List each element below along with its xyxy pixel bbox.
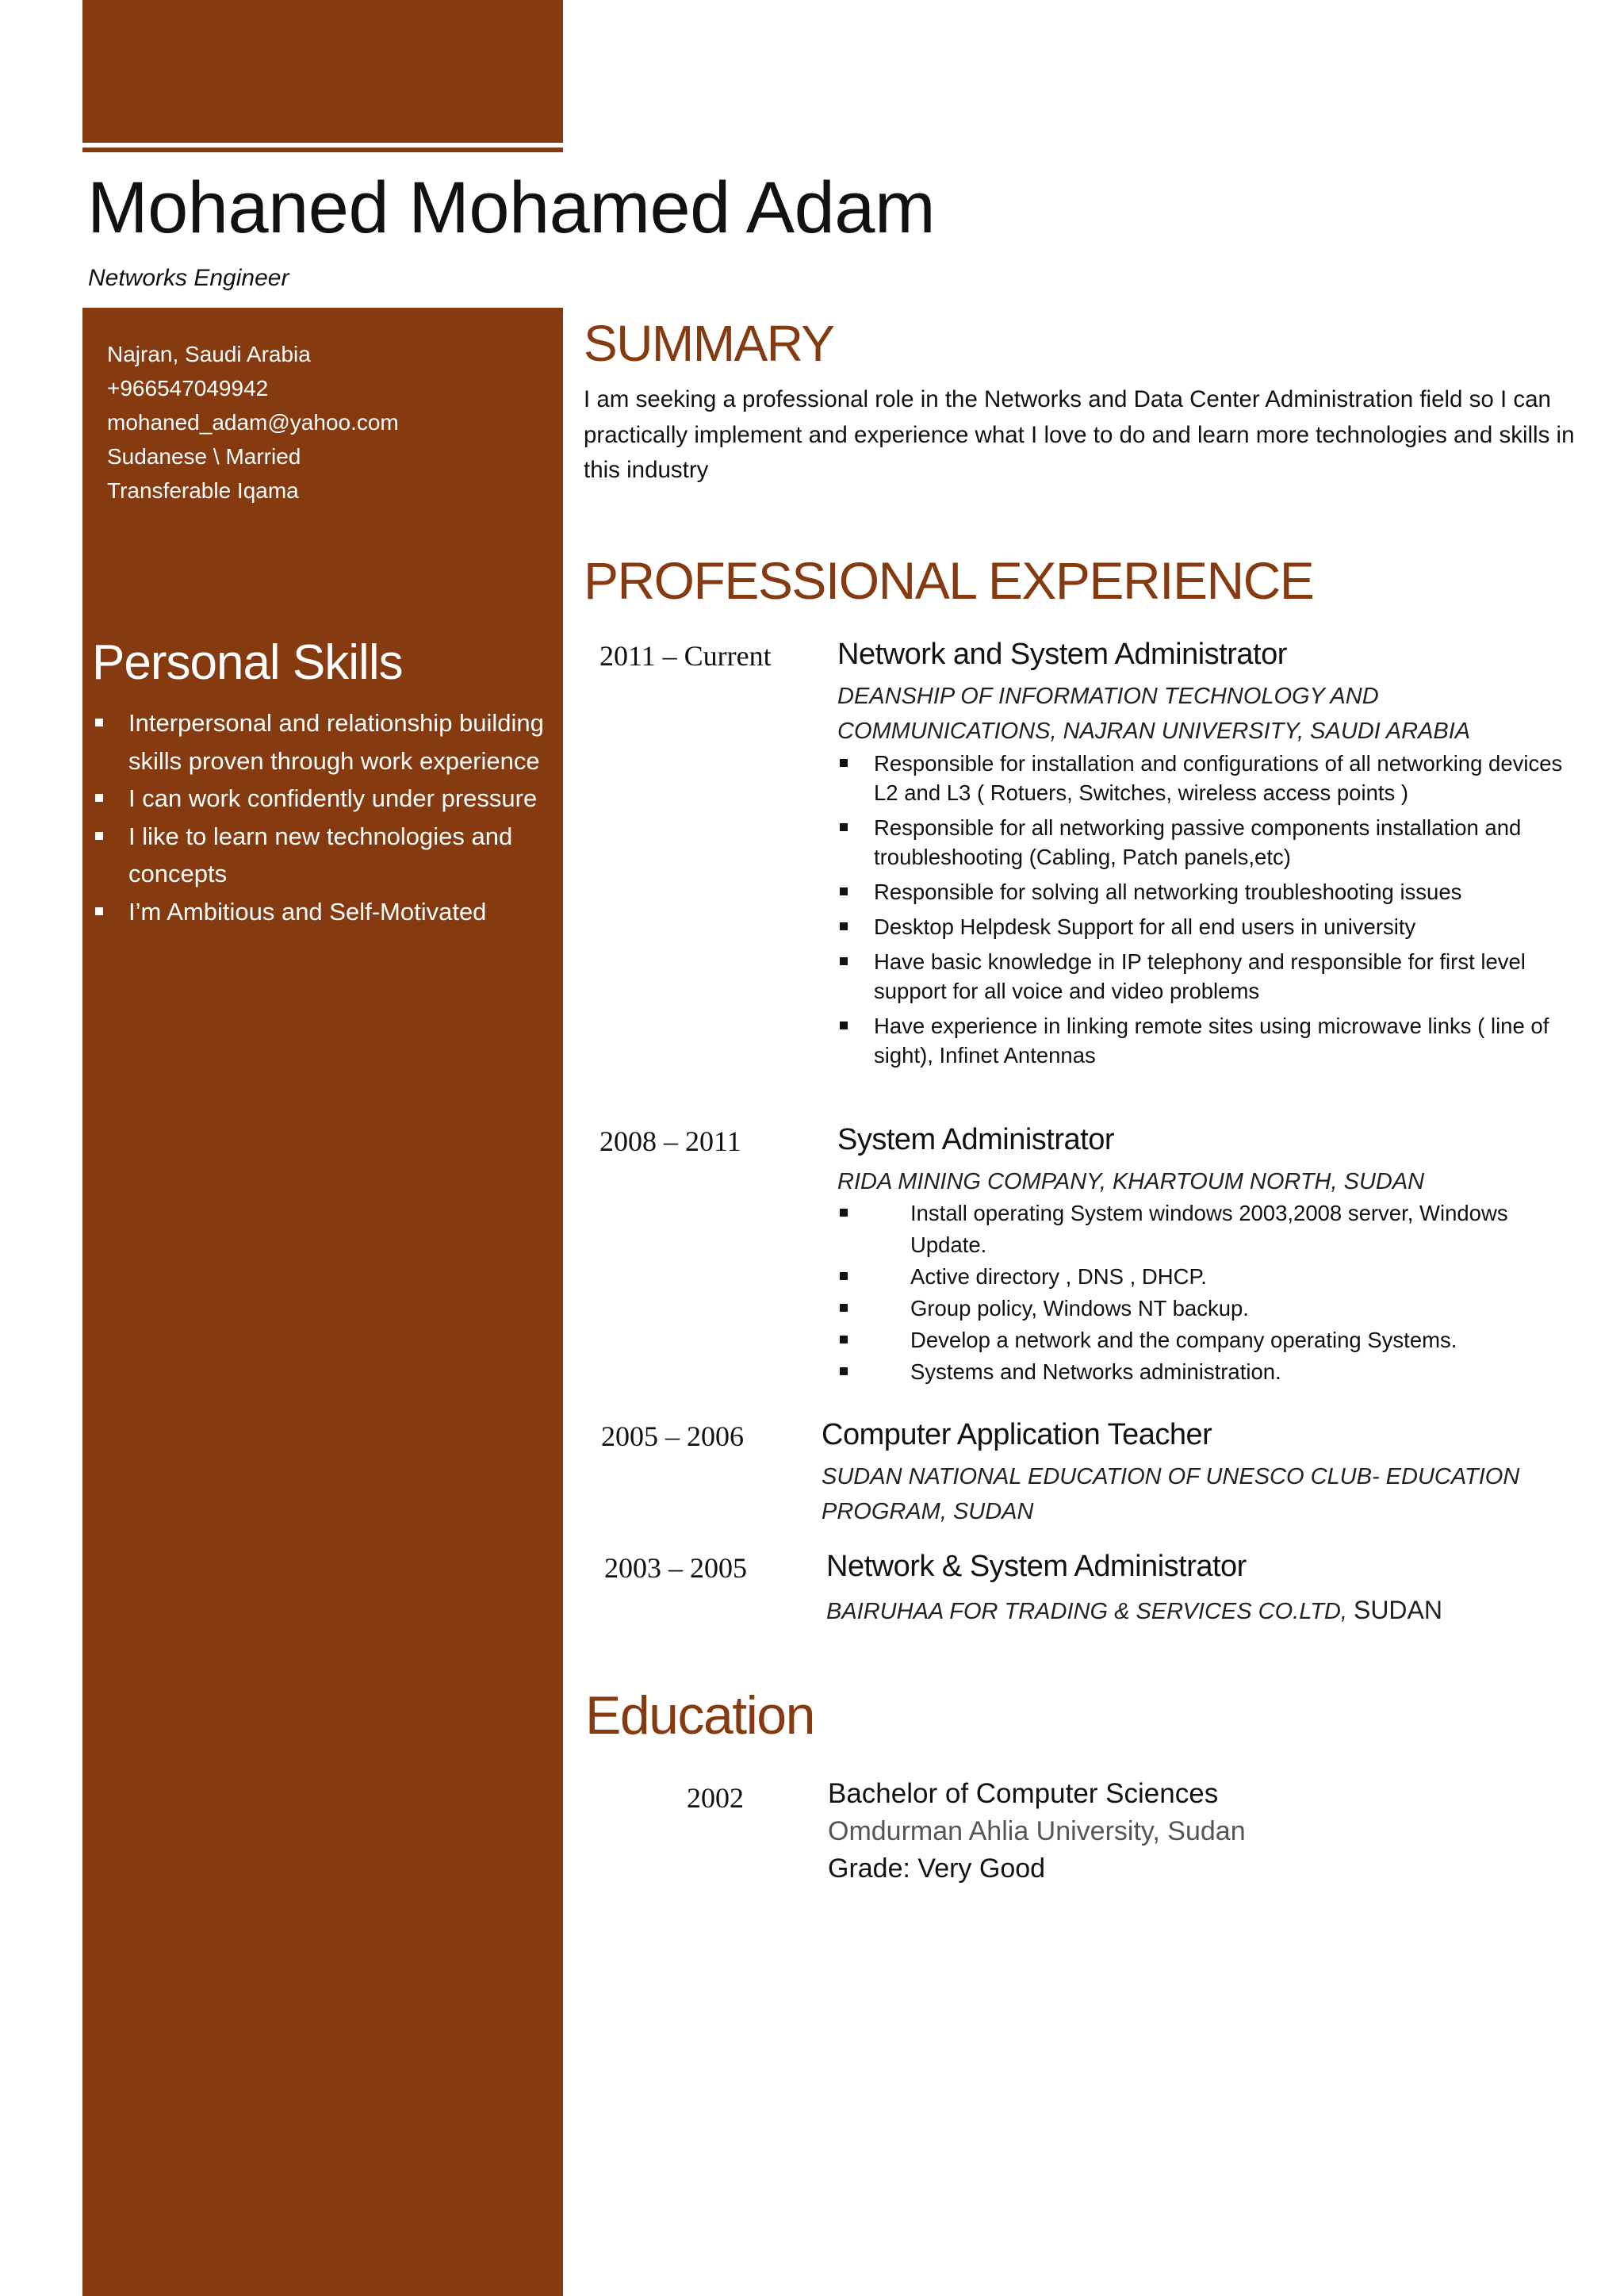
duty-item: Have basic knowledge in IP telephony and responsible for first level support for all voice and video problems (837, 947, 1583, 1006)
contact-residency: Transferable Iqama (107, 478, 299, 503)
duty-item: Active directory , DNS , DHCP. (837, 1261, 1551, 1293)
experience-heading: PROFESSIONAL EXPERIENCE (584, 551, 1314, 610)
job-company: SUDAN NATIONAL EDUCATION OF UNESCO CLUB- EDUCATION PROGRAM, SUDAN (822, 1464, 1520, 1524)
candidate-role: Networks Engineer (88, 265, 289, 291)
job-dates: 2008 – 2011 (599, 1125, 741, 1157)
duty-item: Desktop Helpdesk Support for all end users in university (837, 912, 1583, 941)
contact-email: mohaned_adam@yahoo.com (107, 410, 399, 435)
job-title: Network & System Administrator (826, 1550, 1247, 1583)
education-degree: Bachelor of Computer Sciences (828, 1778, 1219, 1809)
job-title: Computer Application Teacher (822, 1418, 1212, 1451)
job-company (826, 1593, 1572, 1629)
education-grade: Grade: Very Good (828, 1853, 1046, 1884)
header-color-block (82, 0, 563, 143)
skills-heading: Personal Skills (92, 635, 403, 690)
job-title: Network and System Administrator (837, 638, 1287, 671)
job-duties (837, 1198, 1551, 1388)
duty-item: Have experience in linking remote sites using microwave links ( line of sight), Infinet Antennas (837, 1011, 1583, 1070)
job-dates: 2003 – 2005 (604, 1552, 747, 1584)
header-rule (82, 148, 563, 152)
duty-item: Systems and Networks administration. (837, 1356, 1551, 1388)
summary-heading: SUMMARY (584, 315, 834, 372)
education-school: Omdurman Ahlia University, Sudan (828, 1816, 1246, 1846)
duty-item: Responsible for all networking passive components installation and troubleshooting (Cabling, Patch panels,etc) (837, 813, 1583, 872)
candidate-name: Mohaned Mohamed Adam (87, 167, 936, 248)
job-dates: 2005 – 2006 (601, 1420, 744, 1452)
contact-block (107, 337, 399, 508)
skill-item: Interpersonal and relationship building skills proven through work experience (92, 704, 552, 780)
job-title: System Administrator (837, 1123, 1114, 1156)
contact-location: Najran, Saudi Arabia (107, 342, 311, 366)
skills-list (92, 704, 552, 930)
duty-item: Develop a network and the company operating Systems. (837, 1324, 1551, 1356)
skill-item: I like to learn new technologies and concepts (92, 818, 552, 893)
job-company: RIDA MINING COMPANY, KHARTOUM NORTH, SUDAN (837, 1169, 1425, 1194)
sidebar-panel (82, 308, 563, 2296)
company-name: BAIRUHAA FOR TRADING & SERVICES CO.LTD, (826, 1599, 1347, 1624)
contact-phone: +966547049942 (107, 376, 269, 401)
job-duties (837, 749, 1583, 1075)
duty-item: Responsible for installation and configurations of all networking devices L2 and L3 ( Rotuers, Switches, wireless access points ) (837, 749, 1583, 807)
duty-item: Group policy, Windows NT backup. (837, 1293, 1551, 1324)
skill-item: I can work confidently under pressure (92, 780, 552, 818)
job-dates: 2011 – Current (599, 640, 772, 672)
skill-item: I’m Ambitious and Self-Motivated (92, 893, 552, 931)
company-country: SUDAN (1353, 1596, 1442, 1624)
duty-item: Responsible for solving all networking troubleshooting issues (837, 877, 1583, 907)
job-company: DEANSHIP OF INFORMATION TECHNOLOGY AND COMMUNICATIONS, NAJRAN UNIVERSITY, SAUDI ARABIA (837, 684, 1471, 744)
duty-item: Install operating System windows 2003,2008 server, Windows Update. (837, 1198, 1551, 1261)
contact-nationality: Sudanese \ Married (107, 444, 301, 469)
education-year: 2002 (687, 1782, 744, 1814)
education-heading: Education (585, 1685, 814, 1746)
summary-text: I am seeking a professional role in the Networks and Data Center Administration field so I can practically implement and experience what I love to do and learn more technologies and skills in this industry (584, 386, 1575, 483)
